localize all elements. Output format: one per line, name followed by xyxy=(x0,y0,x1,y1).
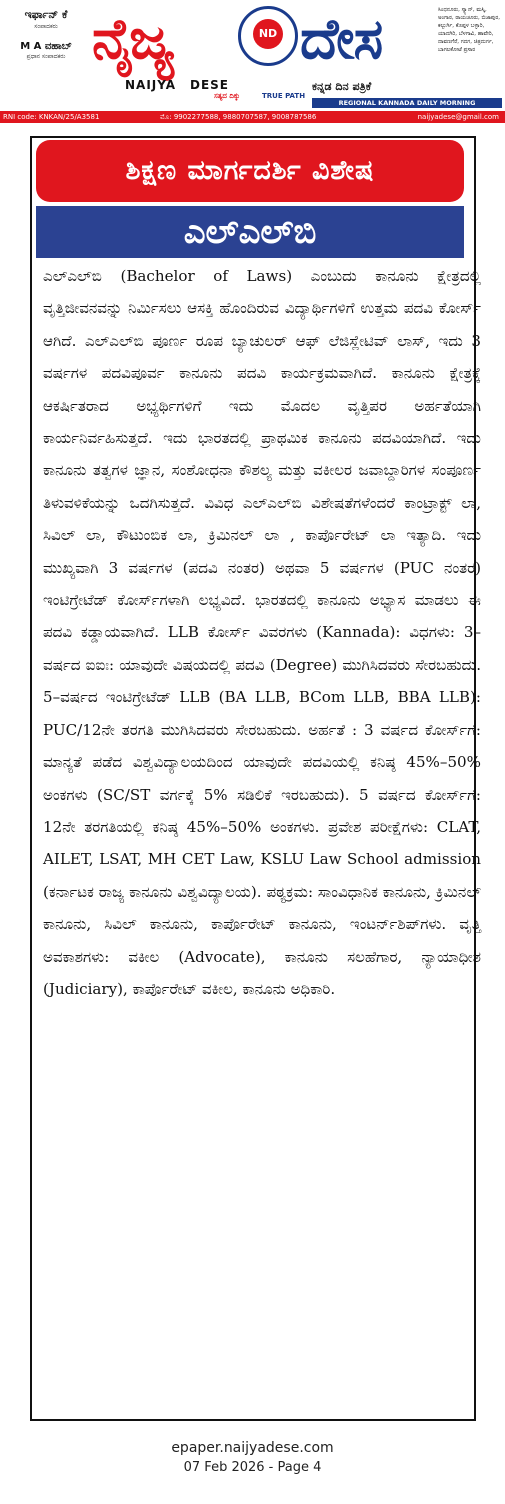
slogan: ಸತ್ಯದ ದಿಕ್ಕು xyxy=(214,92,240,100)
page-footer xyxy=(0,1440,505,1475)
true-path-tagline: TRUE PATH xyxy=(262,92,306,100)
article-body: ಎಲ್‌ಎಲ್‌ಬಿ (Bachelor of Laws) ಎಂಬುದು ಕಾನೂನು ಕ್ಷೇತ್ರದಲ್ಲಿ ವೃತ್ತಿಜೀವನವನ್ನು ನಿರ್ಮಿಸಲು ಆಸಕ್ತಿ ಹೊಂದಿರುವ ವಿದ್ಯಾರ್ಥಿಗಳಿಗೆ ಉತ್ತಮ ಪದವಿ ಕೋರ್ಸ್ ಆಗಿದೆ. ಎಲ್‌ಎಲ್‌ಬಿ ಪೂರ್ಣ ರೂಪ ಬ್ಯಾಚುಲರ್ ಆಫ್ ಲೆಜಿಸ್ಲೇಟಿವ್ ಲಾಸ್, ಇದು 3 ವರ್ಷಗಳ ಪದವಿಪೂರ್ವ ಕಾನೂನು ಪದವಿ ಕಾರ್ಯಕ್ರಮವಾಗಿದೆ. ಕಾನೂನು ಕ್ಷೇತ್ರಕ್ಕೆ ಆಕರ್ಷಿತರಾದ ಅಭ್ಯರ್ಥಿಗಳಿಗೆ ಇದು ಮೊದಲ ವೃತ್ತಿಪರ ಅರ್ಹತೆಯಾಗಿ ಕಾರ್ಯನಿರ್ವಹಿಸುತ್ತದೆ. ಇದು ಭಾರತದಲ್ಲಿ ಪ್ರಾಥಮಿಕ ಕಾನೂನು ಪದವಿಯಾಗಿದೆ. ಇದು ಕಾನೂನು ತತ್ವಗಳ ಜ್ಞಾನ, ಸಂಶೋಧನಾ ಕೌಶಲ್ಯ ಮತ್ತು ವಕೀಲರ ಜವಾಬ್ದಾರಿಗಳ ಸಂಪೂರ್ಣ ತಿಳುವಳಿಕೆಯನ್ನು ಒದಗಿಸುತ್ತದೆ. ವಿವಿಧ ಎಲ್‌ಎಲ್‌ಬಿ ವಿಶೇಷತೆಗಳೆಂದರೆ ಕಾಂಟ್ರಾಕ್ಟ್ ಲಾ, ಸಿವಿಲ್ ಲಾ, ಕೌಟುಂಬಿಕ ಲಾ, ಕ್ರಿಮಿನಲ್ ಲಾ , ಕಾರ್ಪೊರೇಟ್ ಲಾ ಇತ್ಯಾದಿ. ಇದು ಮುಖ್ಯವಾಗಿ 3 ವರ್ಷಗಳ (ಪದವಿ ನಂತರ) ಅಥವಾ 5 ವರ್ಷಗಳ (PUC ನಂತರ) ಇಂಟಿಗ್ರೇಟೆಡ್ ಕೋರ್ಸ್‌ಗಳಾಗಿ ಲಭ್ಯವಿದೆ. ಭಾರತದಲ್ಲಿ ಕಾನೂನು ಅಭ್ಯಾಸ ಮಾಡಲು ಈ ಪದವಿ ಕಡ್ಡಾಯವಾಗಿದೆ. LLB ಕೋರ್ಸ್ ವಿವರಗಳು (Kannada): ವಿಧಗಳು: 3–ವರ್ಷದ ಐಐಃ: ಯಾವುದೇ ವಿಷಯದಲ್ಲಿ ಪದವಿ (Degree) ಮುಗಿಸಿದವರು ಸೇರಬಹುದು. 5–ವರ್ಷದ ಇಂಟಿಗ್ರೇಟೆಡ್ LLB (BA LLB, BCom LLB, BBA LLB): PUC/12ನೇ ತರಗತಿ ಮುಗಿಸಿದವರು ಸೇರಬಹುದು. ಅರ್ಹತೆ : 3 ವರ್ಷದ ಕೋರ್ಸ್‌ಗೆ: ಮಾನ್ಯತೆ ಪಡೆದ ವಿಶ್ವವಿದ್ಯಾಲಯದಿಂದ ಯಾವುದೇ ಪದವಿಯಲ್ಲಿ ಕನಿಷ್ಠ 45%–50% ಅಂಕಗಳು (SC/ST ವರ್ಗಕ್ಕೆ 5% ಸಡಿಲಿಕೆ ಇರಬಹುದು). 5 ವರ್ಷದ ಕೋರ್ಸ್‌ಗೆ: 12ನೇ ತರಗತಿಯಲ್ಲಿ ಕನಿಷ್ಠ 45%–50% ಅಂಕಗಳು. ಪ್ರವೇಶ ಪರೀಕ್ಷೆಗಳು: CLAT, AILET, LSAT, MH CET Law, KSLU Law School admission (ಕರ್ನಾಟಕ ರಾಜ್ಯ ಕಾನೂನು ವಿಶ್ವವಿದ್ಯಾಲಯ). ಪಠ್ಯಕ್ರಮ: ಸಾಂವಿಧಾನಿಕ ಕಾನೂನು, ಕ್ರಿಮಿನಲ್ ಕಾನೂನು, ಸಿವಿಲ್ ಕಾನೂನು, ಕಾರ್ಪೊರೇಟ್ ಕಾನೂನು, ಇಂಟರ್ನ್‌ಶಿಪ್‌ಗಳು. ವೃತ್ತಿ ಅವಕಾಶಗಳು: ವಕೀಲ (Advocate), ಕಾನೂನು ಸಲಹೆಗಾರ, ನ್ಯಾಯಾಧೀಶ (Judiciary), ಕಾರ್ಪೊರೇಟ್ ವಕೀಲ, ಕಾನೂನು ಅಧಿಕಾರಿ. xyxy=(43,267,481,998)
emblem-initials: ND xyxy=(253,19,283,49)
editor-role: ಸಂಪಾದಕರು xyxy=(34,23,58,30)
epaper-url: epaper.naijyadese.com xyxy=(171,1440,334,1456)
associate-role: ಪ್ರಧಾನ ಸಂಪಾದಕರು xyxy=(26,53,66,60)
associate-name: M A ವಹಾಬ್ xyxy=(20,41,72,52)
edition-date-page: 07 Feb 2026 - Page 4 xyxy=(183,1460,322,1475)
phone-numbers: ಮೊ: 9902277588, 9880707587, 9008787586 xyxy=(160,113,317,121)
rni-code: RNI code: KNKAN/25/A3581 xyxy=(3,113,100,121)
contact-bar xyxy=(0,111,505,123)
regional-banner: REGIONAL KANNADA DAILY MORNING xyxy=(312,98,502,108)
daily-kannada-tagline: ಕನ್ನಡ ದಿನ ಪತ್ರಿಕೆ xyxy=(312,80,372,93)
masthead xyxy=(0,0,505,112)
email-address: naijyadese@gmail.com xyxy=(417,113,499,121)
brand-name-kannada-left: ನೈಜ್ಯ xyxy=(92,7,173,72)
editor-name: ಇರ್ಫಾನ್ ಕೆ xyxy=(24,8,68,21)
distribution-places: ಸಿಂಧನೂರು, ಸ್ಕ್ಯಾನ್, ಮಸ್ಕಿ, ಅಂಗಾರ, ರಾಯಚೂರು, ಬಿಜಾಪುರ, ಕಲ್ಬುರ್ಗಿ, ಕೊಪ್ಪಳ ಬಳ್ಳಾರಿ, ಯಾದಗಿರಿ, ಬೆಳಗಾವಿ, ಹಾವೇರಿ, ದಾವಣಗೆರೆ, ಗದಗ, ಚಿತ್ರದುರ್ಗ, ಬಾಗಲಕೋಟೆ ಪ್ರಸಾರ xyxy=(438,7,501,53)
brand-name-english-right: DESE xyxy=(190,78,229,92)
brand-name-english-left: NAIJYA xyxy=(125,78,177,92)
brand-name-kannada-right: ದೇಸ xyxy=(300,7,383,72)
newspaper-logo-emblem xyxy=(238,6,298,66)
editor-block xyxy=(6,8,86,61)
article-headline: ಎಲ್‌ಎಲ್‌ಬಿ xyxy=(36,206,464,258)
section-title: ಶಿಕ್ಷಣ ಮಾರ್ಗದರ್ಶಿ ವಿಶೇಷ xyxy=(36,140,464,202)
